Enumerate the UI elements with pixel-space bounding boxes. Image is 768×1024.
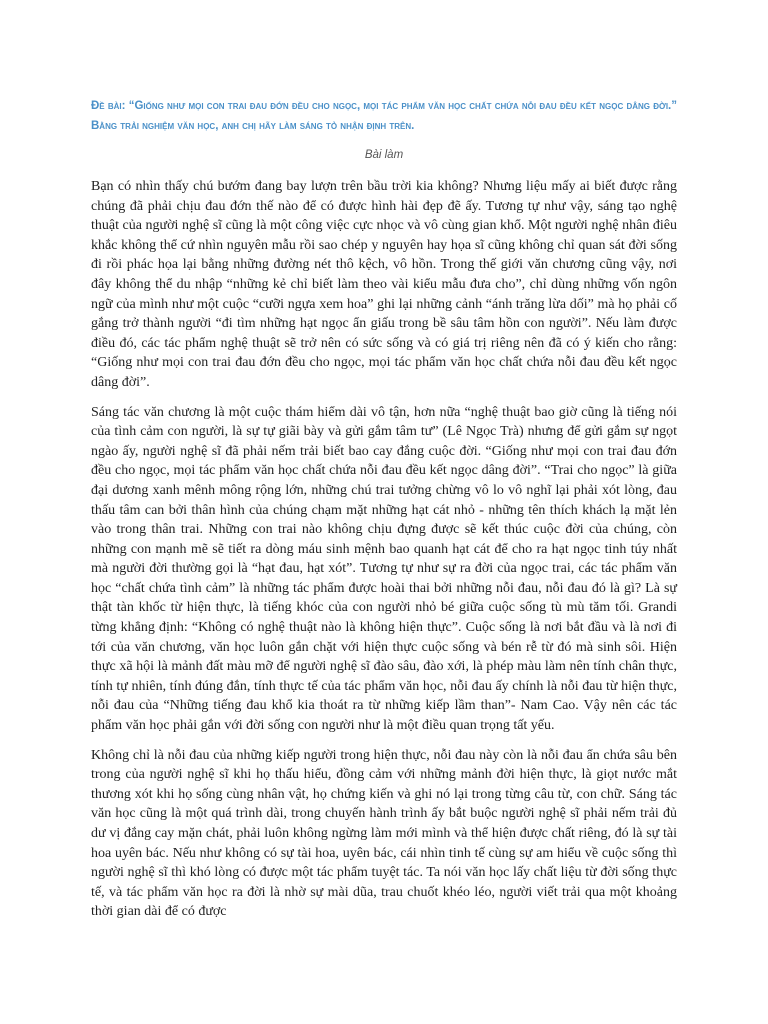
body-paragraph-2: Sáng tác văn chương là một cuộc thám hiểm dài vô tận, hơn nữa “nghệ thuật bao giờ cũng là tiếng nói của tình cảm con người, là sự tự giãi bày và gửi gắm tâm tư” (Lê Ngọc Trà) nhưng để gửi gắm sự ngọt ngào ấy, người nghệ sĩ đã phải nếm trải biết bao cay đắng cuộc đời. “Giống như mọi con trai đau đớn đều cho ngọc, mọi tác phẩm văn học chất chứa nỗi đau đều kết ngọc dâng đời”. “Trai cho ngọc” là giữa đại dương xanh mênh mông rộng lớn, những chú trai tưởng chừng vô lo vô nghĩ lại phải xót lòng, đau thấu tâm can bởi thân hình của chúng chạm mặt những hạt cát nhỏ - những tên thích khách lạ mặt lẻn vào trong thân trai. Những con trai nào không chịu đựng được sẽ kết thúc cuộc đời của chúng, còn những con mạnh mẽ sẽ tiết ra dòng máu sinh mệnh bao quanh hạt cát để cho ra hạt ngọc tinh túy nhất mà người đời thường gọi là “hạt đau, hạt xót”. Tương tự như sự ra đời của ngọc trai, các tác phẩm văn học “chất chứa tình cảm” là những tác phẩm được hoài thai bởi những nỗi đau, nỗi đau đó là gì? Là sự thật tàn khốc từ hiện thực, là tiếng khóc của con người nhỏ bé giữa cuộc sống tù mù tăm tối. Grandi từng khẳng định: “Không có nghệ thuật nào là không hiện thực”. Cuộc sống là nơi bắt đầu và là nơi đi tới của văn chương, văn học luôn gắn chặt với hiện thực cuộc sống và bén rễ từ đó mà sinh sôi. Hiện thực xã hội là mảnh đất màu mỡ để người nghệ sĩ đào sâu, đào xới, là phép màu làm nên tính chân thực, tính tự nhiên, tính đúng đắn, tính thực tế của tác phẩm văn học, nỗi đau ấy chính là nỗi đau từ hiện thực, nỗi đau của “Những tiếng đau khổ kia thoát ra từ những kiếp lầm than”- Nam Cao. Vậy nên các tác phẩm văn học phải gắn với đời sống con người như là một điều quan trọng tất yếu. xyxy=(91,404,677,734)
body-paragraph-3: Không chỉ là nỗi đau của những kiếp người trong hiện thực, nỗi đau này còn là nỗi đau ẩn chứa sâu bên trong của người nghệ sĩ khi họ thấu hiểu, đồng cảm với những mảnh đời hiện thực, là giọt nước mắt thương xót khi họ sống cùng nhân vật, họ chứng kiến và ghi nó lại trong từng câu từ, con chữ. Sáng tác văn học cũng là một quá trình dài, trong chuyến hành trình ấy bắt buộc người nghệ sĩ phải nếm trải đủ dư vị đắng cay mặn chát, phải luôn không ngừng làm mới mình và thể hiện được chất riêng, đó là sự tài hoa uyên bác. Nếu như không có sự tài hoa, uyên bác, cái nhìn tinh tế cùng sự am hiểu về cuộc sống thì người nghệ sĩ thì khó lòng có được một tác phẩm tuyệt tác. Ta nói văn học lấy chất liệu từ đời sống thực tế, và tác phẩm văn học ra đời là nhờ sự mài dũa, trau chuốt khéo léo, người viết trải qua một khoảng thời gian dài để có được xyxy=(91,747,677,920)
assignment-heading: Đề bài: “Giống như mọi con trai đau đớn đều cho ngọc, mọi tác phẩm văn học chất chứa nỗi đau đều kết ngọc dâng đời.” Bằng trải nghiệm văn học, anh chị hãy làm sáng tỏ nhận định trên. xyxy=(91,100,677,132)
essay-subtitle: Bài làm xyxy=(364,149,404,161)
body-paragraph-1: Bạn có nhìn thấy chú bướm đang bay lượn trên bầu trời kia không? Nhưng liệu mấy ai biết được rằng chúng đã phải chịu đau đớn thế nào để có được hình hài đẹp đẽ ấy. Tương tự như vậy, sáng tạo nghệ thuật của người nghệ sĩ cũng là một công việc cực nhọc và vô cùng gian khổ. Một người nghệ nhân điêu khắc không thể cứ nhìn nguyên mẫu rồi sao chép y nguyên hay họa sĩ cũng không chỉ quan sát đời sống đi rồi phác họa lại bằng những đường nét thô kệch, vô hồn. Trong thế giới văn chương cũng vậy, nơi đây không thể du nhập “những kẻ chỉ biết làm theo vài kiểu mẫu đưa cho”, chỉ dùng những vốn ngôn ngữ của mình như một cuộc “cưỡi ngựa xem hoa” ghi lại những cảnh “ánh trăng lừa dối” mà họ phải cố gắng trở thành người “đi tìm những hạt ngọc ẩn giấu trong bề sâu tâm hồn con người”. Nếu làm được điều đó, các tác phẩm nghệ thuật sẽ trở nên có sức sống và có giá trị riêng nên đã có ý kiến cho rằng: “Giống như mọi con trai đau đớn đều cho ngọc, mọi tác phẩm văn học chất chứa nỗi đau đều kết ngọc dâng đời”. xyxy=(91,179,677,390)
